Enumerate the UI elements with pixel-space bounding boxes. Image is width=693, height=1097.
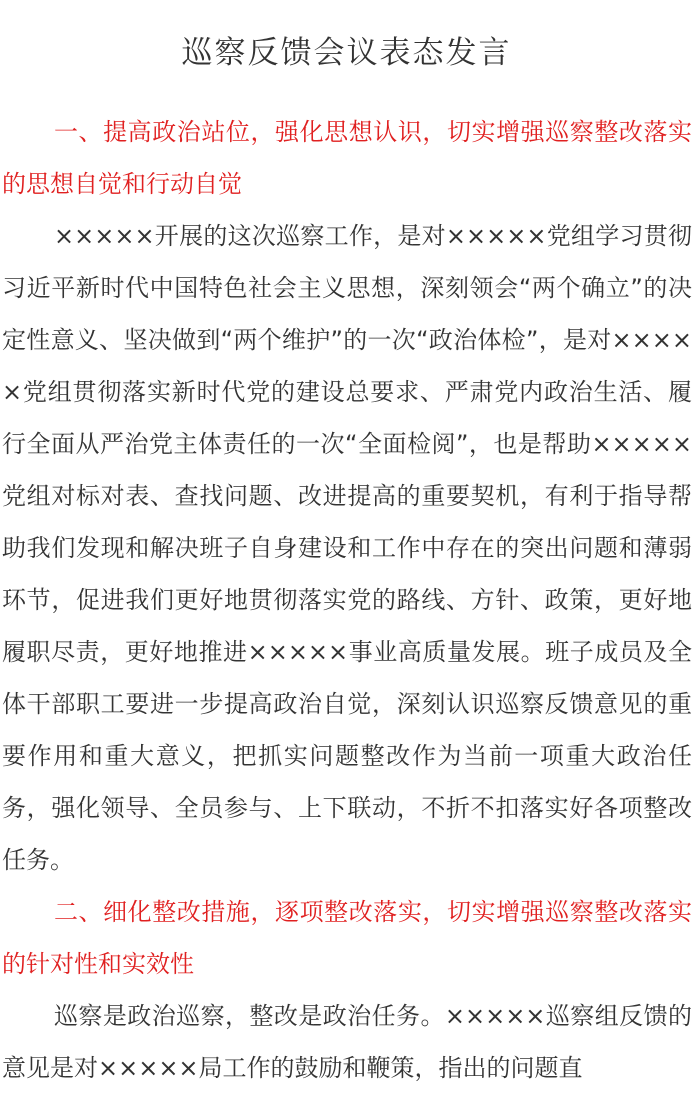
section-heading-2: 二、细化整改措施，逐项整改落实，切实增强巡察整改落实的针对性和实效性 — [2, 898, 692, 978]
section-paragraph-2: 巡察是政治巡察，整改是政治任务。×××××巡察组反馈的意见是对×××××局工作的鼓励和鞭策，指出的问题直 — [2, 1002, 692, 1082]
article-body — [2, 106, 692, 1094]
section-heading-1: 一、提高政治站位，强化思想认识，切实增强巡察整改落实的思想自觉和行动自觉 — [2, 118, 692, 198]
document-title: 巡察反馈会议表态发言 — [181, 35, 512, 71]
section-paragraph-1: ×××××开展的这次巡察工作，是对×××××党组学习贯彻习近平新时代中国特色社会主义思想，深刻领会“两个确立”的决定性意义、坚决做到“两个维护”的一次“政治体检”，是对×××××党组贯彻落实新时代党的建设总要求、严肃党内政治生活、履行全面从严治党主体责任的一次“全面检阅”，也是帮助×××××党组对标对表、查找问题、改进提高的重要契机，有利于指导帮助我们发现和解决班子自身建设和工作中存在的突出问题和薄弱环节，促进我们更好地贯彻落实党的路线、方针、政策，更好地履职尽责，更好地推进×××××事业高质量发展。班子成员及全体干部职工要进一步提高政治自觉，深刻认识巡察反馈意见的重要作用和重大意义，把抓实问题整改作为当前一项重大政治任务，强化领导、全员参与、上下联动，不折不扣落实好各项整改任务。 — [2, 222, 692, 874]
